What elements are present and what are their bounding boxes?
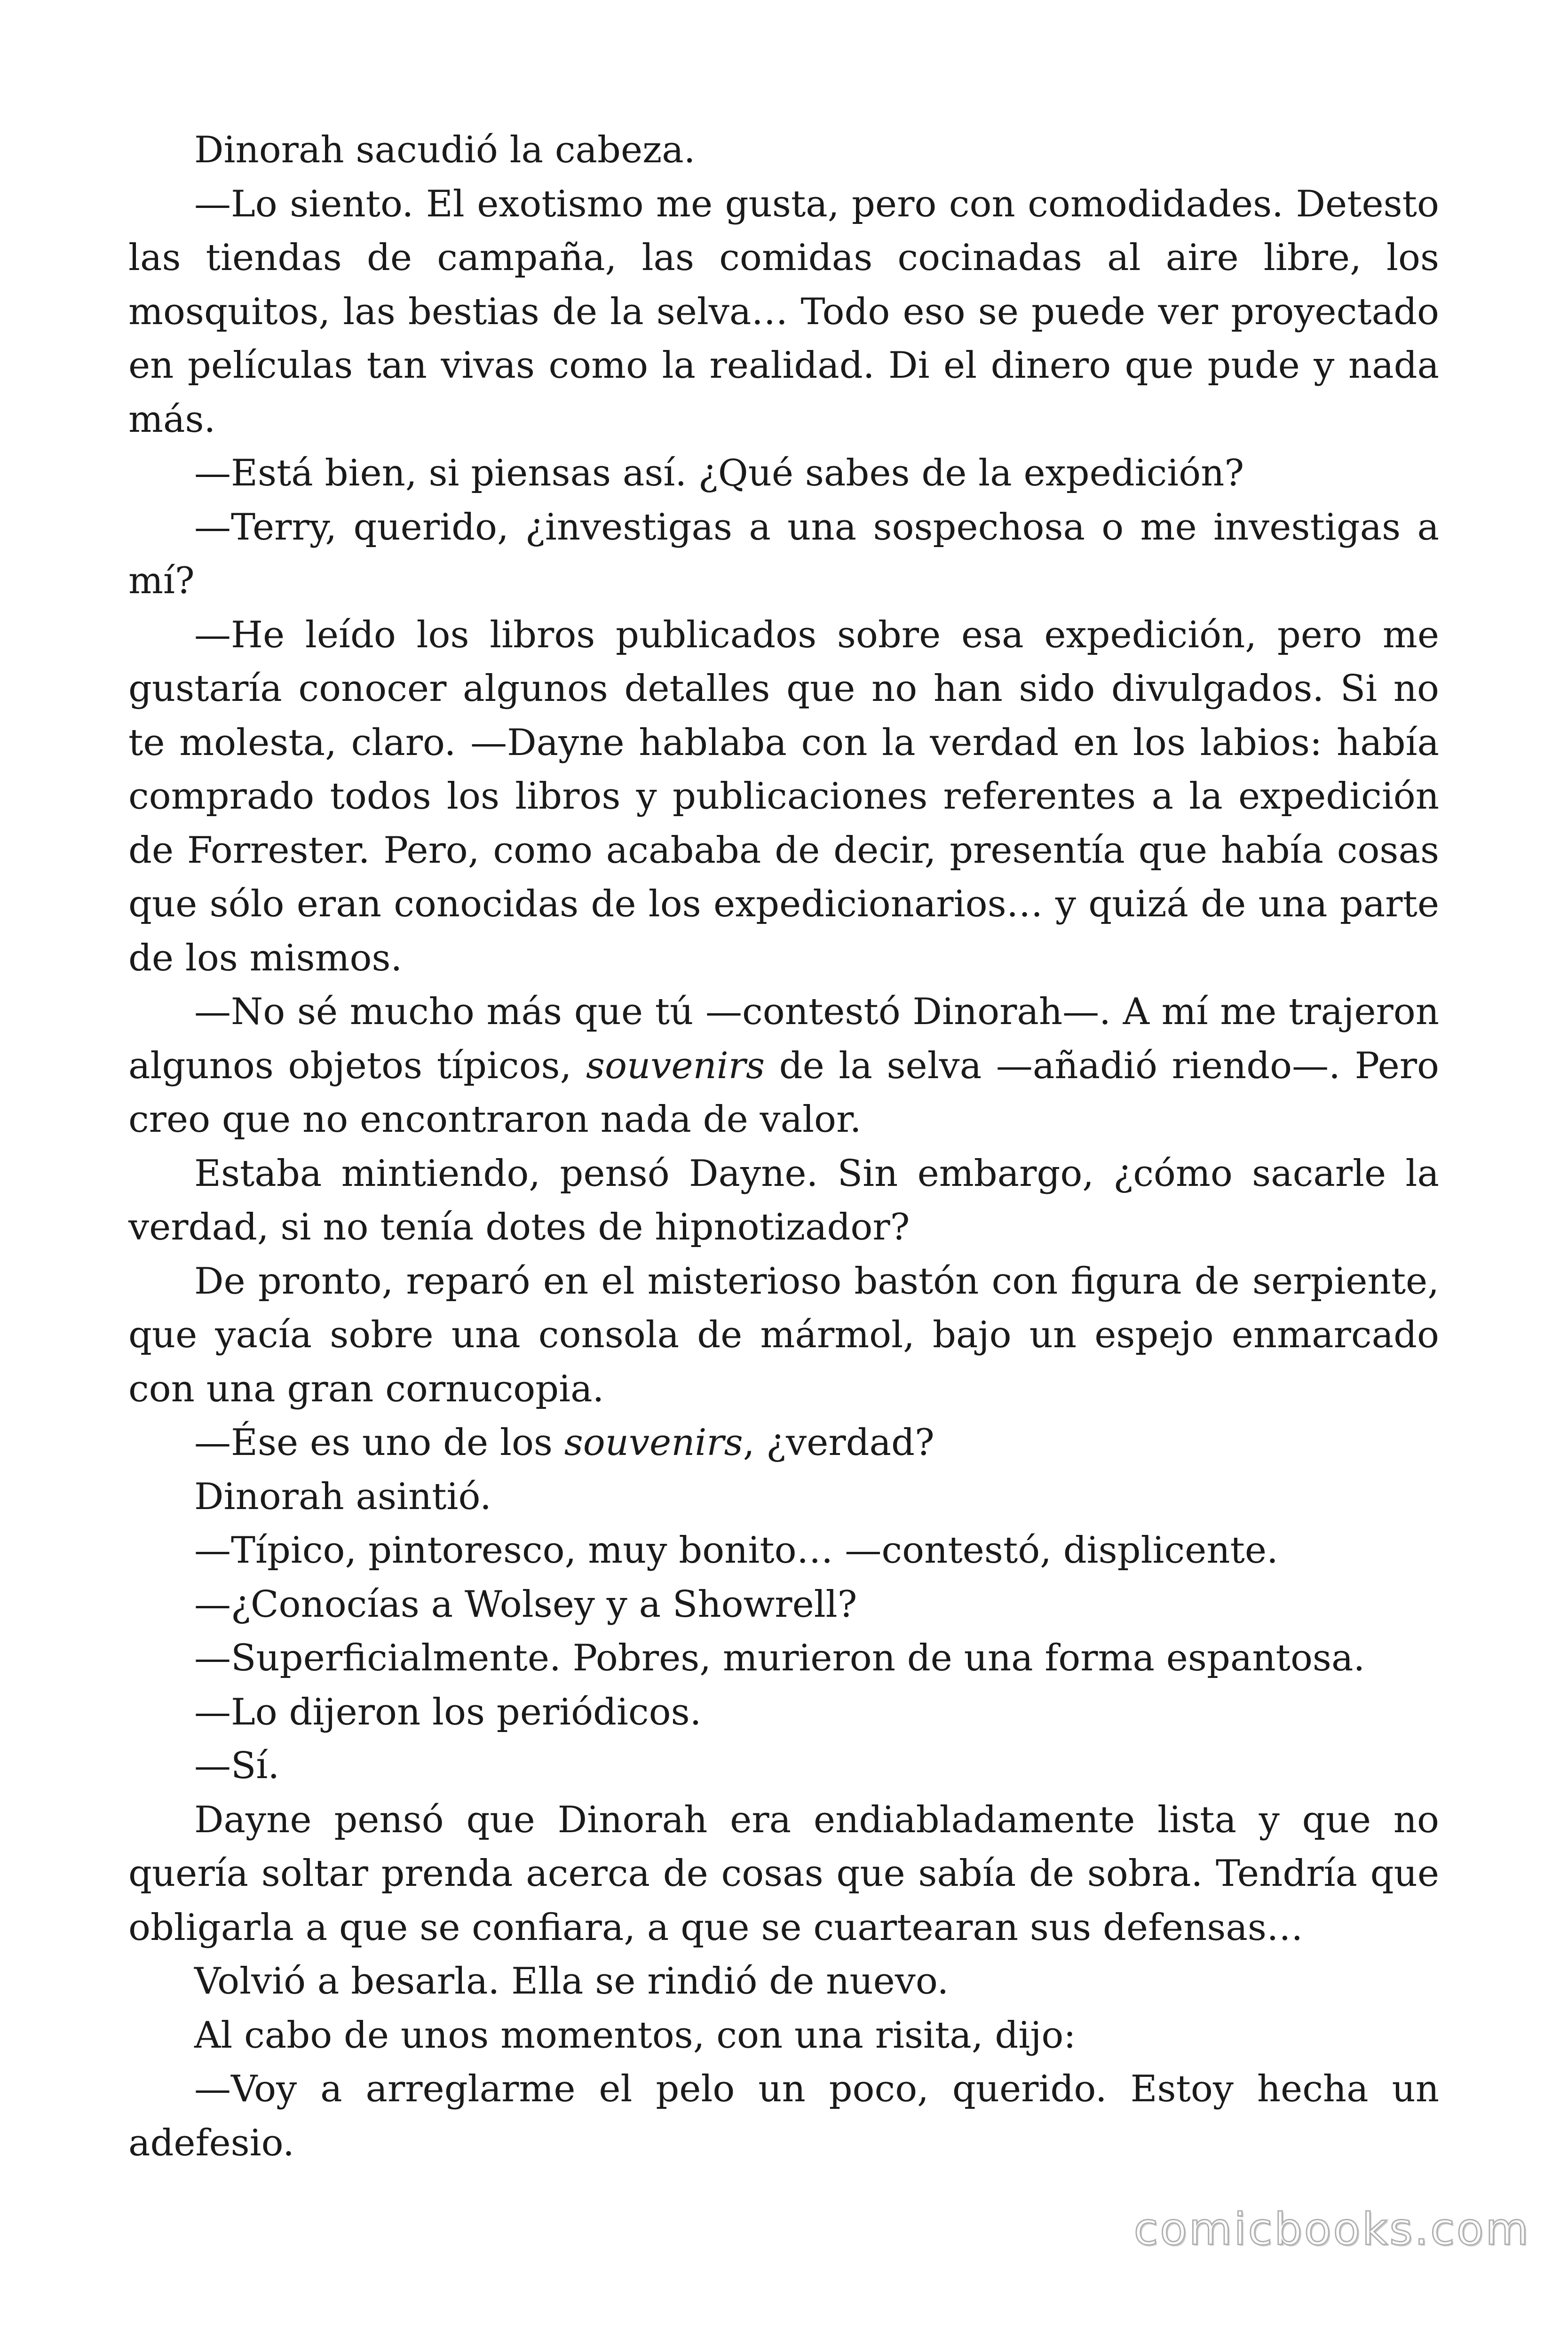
watermark: comicbooks.com <box>1133 2204 1530 2255</box>
paragraph: —Está bien, si piensas así. ¿Qué sabes de la expedición? <box>194 452 1244 494</box>
paragraph: —¿Conocías a Wolsey y a Showrell? <box>194 1583 857 1626</box>
italic-word: souvenirs <box>564 1422 743 1464</box>
paragraph: —Terry, querido, ¿investigas a una sospechosa o me investigas a mí? <box>128 506 1439 602</box>
paragraph: —Voy a arreglarme el pelo un poco, querido. Estoy hecha un adefesio. <box>128 2068 1439 2164</box>
paragraph-text: —Ése es uno de los <box>194 1422 564 1464</box>
paragraph-text: —No sé mucho más que tú —contestó Dinorah—. A mí me trajeron algunos objetos típicos, <box>128 991 1439 1087</box>
paragraph: Dinorah asintió. <box>194 1475 491 1518</box>
paragraph: Estaba mintiendo, pensó Dayne. Sin embargo, ¿cómo sacarle la verdad, si no tenía dotes de hipnotizador? <box>128 1152 1439 1248</box>
paragraph <box>128 1416 1439 1470</box>
paragraph: De pronto, reparó en el misterioso bastón con figura de serpiente, que yacía sobre una consola de mármol, bajo un espejo enmarcado con una gran cornucopia. <box>128 1260 1439 1410</box>
paragraph: Dinorah sacudió la cabeza. <box>194 129 696 171</box>
paragraph-text: , ¿verdad? <box>743 1422 934 1464</box>
paragraph-text: de la selva —añadió riendo—. Pero creo que no encontraron nada de valor. <box>128 1044 1439 1141</box>
italic-word: souvenirs <box>586 1044 765 1087</box>
paragraph: —Lo siento. El exotismo me gusta, pero con comodidades. Detesto las tiendas de campaña, las comidas cocinadas al aire libre, los mosquitos, las bestias de la selva… Todo eso se puede ver proyectado en películas tan vivas como la realidad. Di el dinero que pude y nada más. <box>128 183 1439 441</box>
paragraph: Dayne pensó que Dinorah era endiabladamente lista y que no quería soltar prenda acerca de cosas que sabía de sobra. Tendría que obligarla a que se confiara, a que se cuartearan sus defensas… <box>128 1798 1439 1949</box>
paragraph: —Superficialmente. Pobres, murieron de una forma espantosa. <box>194 1637 1365 1679</box>
paragraph: Al cabo de unos momentos, con una risita, dijo: <box>194 2014 1076 2057</box>
paragraph <box>128 985 1439 1147</box>
paragraph: —Típico, pintoresco, muy bonito… —contestó, displicente. <box>194 1529 1278 1572</box>
body-text <box>128 123 1439 2170</box>
paragraph: —Lo dijeron los periódicos. <box>194 1691 702 1733</box>
paragraph: Volvió a besarla. Ella se rindió de nuevo. <box>194 1960 949 2002</box>
paragraph: —He leído los libros publicados sobre esa expedición, pero me gustaría conocer algunos detalles que no han sido divulgados. Si no te molesta, claro. —Dayne hablaba con la verdad en los labios: había comprado todos los libros y publicaciones referentes a la expedición de Forrester. Pero, como acababa de decir, presentía que había cosas que sólo eran conocidas de los expedicionarios… y quizá de una parte de los mismos. <box>128 613 1439 979</box>
paragraph: —Sí. <box>194 1745 280 1787</box>
